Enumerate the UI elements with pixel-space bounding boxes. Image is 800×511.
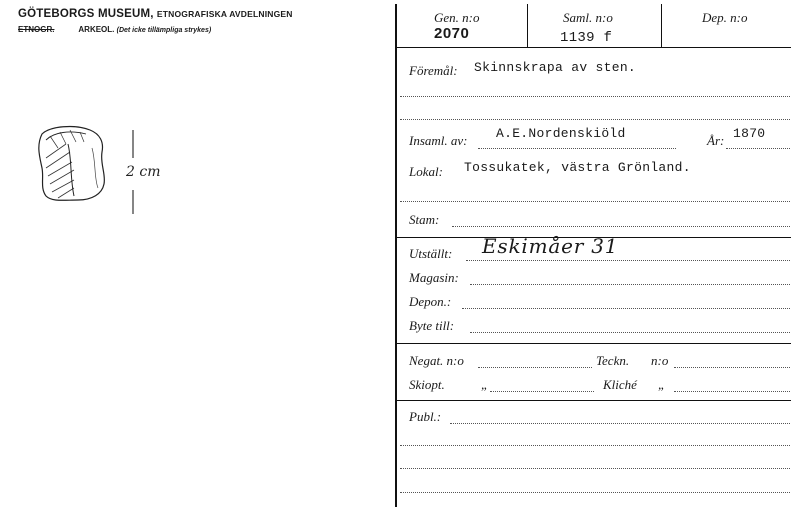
lokal-extra-line [400, 201, 790, 202]
insaml-value: A.E.Nordenskiöld [496, 126, 626, 141]
kliche-line [674, 391, 790, 392]
foremal-extra-line [400, 96, 790, 97]
rule-header [396, 47, 791, 48]
insaml-label: Insaml. av: [409, 133, 468, 148]
section-name: ARKEOL. [78, 25, 115, 34]
header-divider-1 [527, 4, 528, 47]
foremal-label: Föremål: [409, 63, 458, 78]
department-name: ETNOGRAFISKA AVDELNINGEN [156, 9, 293, 19]
saml-label: Saml. n:o [563, 10, 613, 25]
ar-label: År: [707, 133, 725, 148]
insaml-line [478, 148, 676, 149]
ar-value: 1870 [733, 126, 766, 141]
magasin-line [470, 284, 790, 285]
publ-line-3 [400, 468, 790, 469]
skiopt-ditto: „ [481, 377, 489, 392]
museum-header [18, 8, 293, 20]
byte-label: Byte till: [409, 318, 455, 333]
byte-line [470, 332, 790, 333]
rule-mid-3 [396, 400, 791, 401]
utstallt-value: Eskimåer 31 [482, 234, 619, 258]
foremal-value: Skinnskrapa av sten. [474, 60, 637, 75]
header-divider-2 [661, 4, 662, 47]
publ-line [450, 423, 790, 424]
teckn-no-label: n:o [651, 353, 669, 368]
rule-mid-2 [396, 343, 791, 344]
publ-line-2 [400, 445, 790, 446]
negat-label: Negat. n:o [409, 353, 464, 368]
gen-label: Gen. n:o [434, 10, 480, 25]
saml-value: 1139 f [560, 30, 613, 46]
publ-label: Publ.: [409, 409, 442, 424]
publ-line-4 [400, 492, 790, 493]
section-header [18, 25, 211, 34]
negat-line [478, 367, 592, 368]
teckn-line [674, 367, 790, 368]
teckn-label: Teckn. [596, 353, 630, 368]
museum-name: GÖTEBORGS MUSEUM, [18, 8, 154, 20]
depon-line [462, 308, 790, 309]
depon-label: Depon.: [409, 294, 452, 309]
lokal-label: Lokal: [409, 164, 443, 179]
dep-label: Dep. n:o [702, 10, 748, 25]
gen-value: 2070 [434, 25, 470, 42]
scraper-sketch [30, 118, 190, 218]
header-note: (Det icke tillämpliga strykes) [116, 27, 212, 34]
magasin-label: Magasin: [409, 270, 459, 285]
foremal-extra-line-2 [400, 119, 790, 120]
kliche-ditto: „ [658, 377, 666, 392]
stam-label: Stam: [409, 212, 440, 227]
kliche-label: Kliché [603, 377, 637, 392]
scale-label: 2 cm [126, 164, 161, 180]
section-struck: ETNOGR. [18, 25, 55, 34]
skiopt-label: Skiopt. [409, 377, 445, 392]
lokal-value: Tossukatek, västra Grönland. [464, 160, 691, 175]
utstallt-label: Utställt: [409, 246, 453, 261]
skiopt-line [490, 391, 594, 392]
ar-line [726, 148, 790, 149]
utstallt-line [466, 260, 790, 261]
card-left-border [395, 4, 397, 507]
stam-line [452, 226, 790, 227]
